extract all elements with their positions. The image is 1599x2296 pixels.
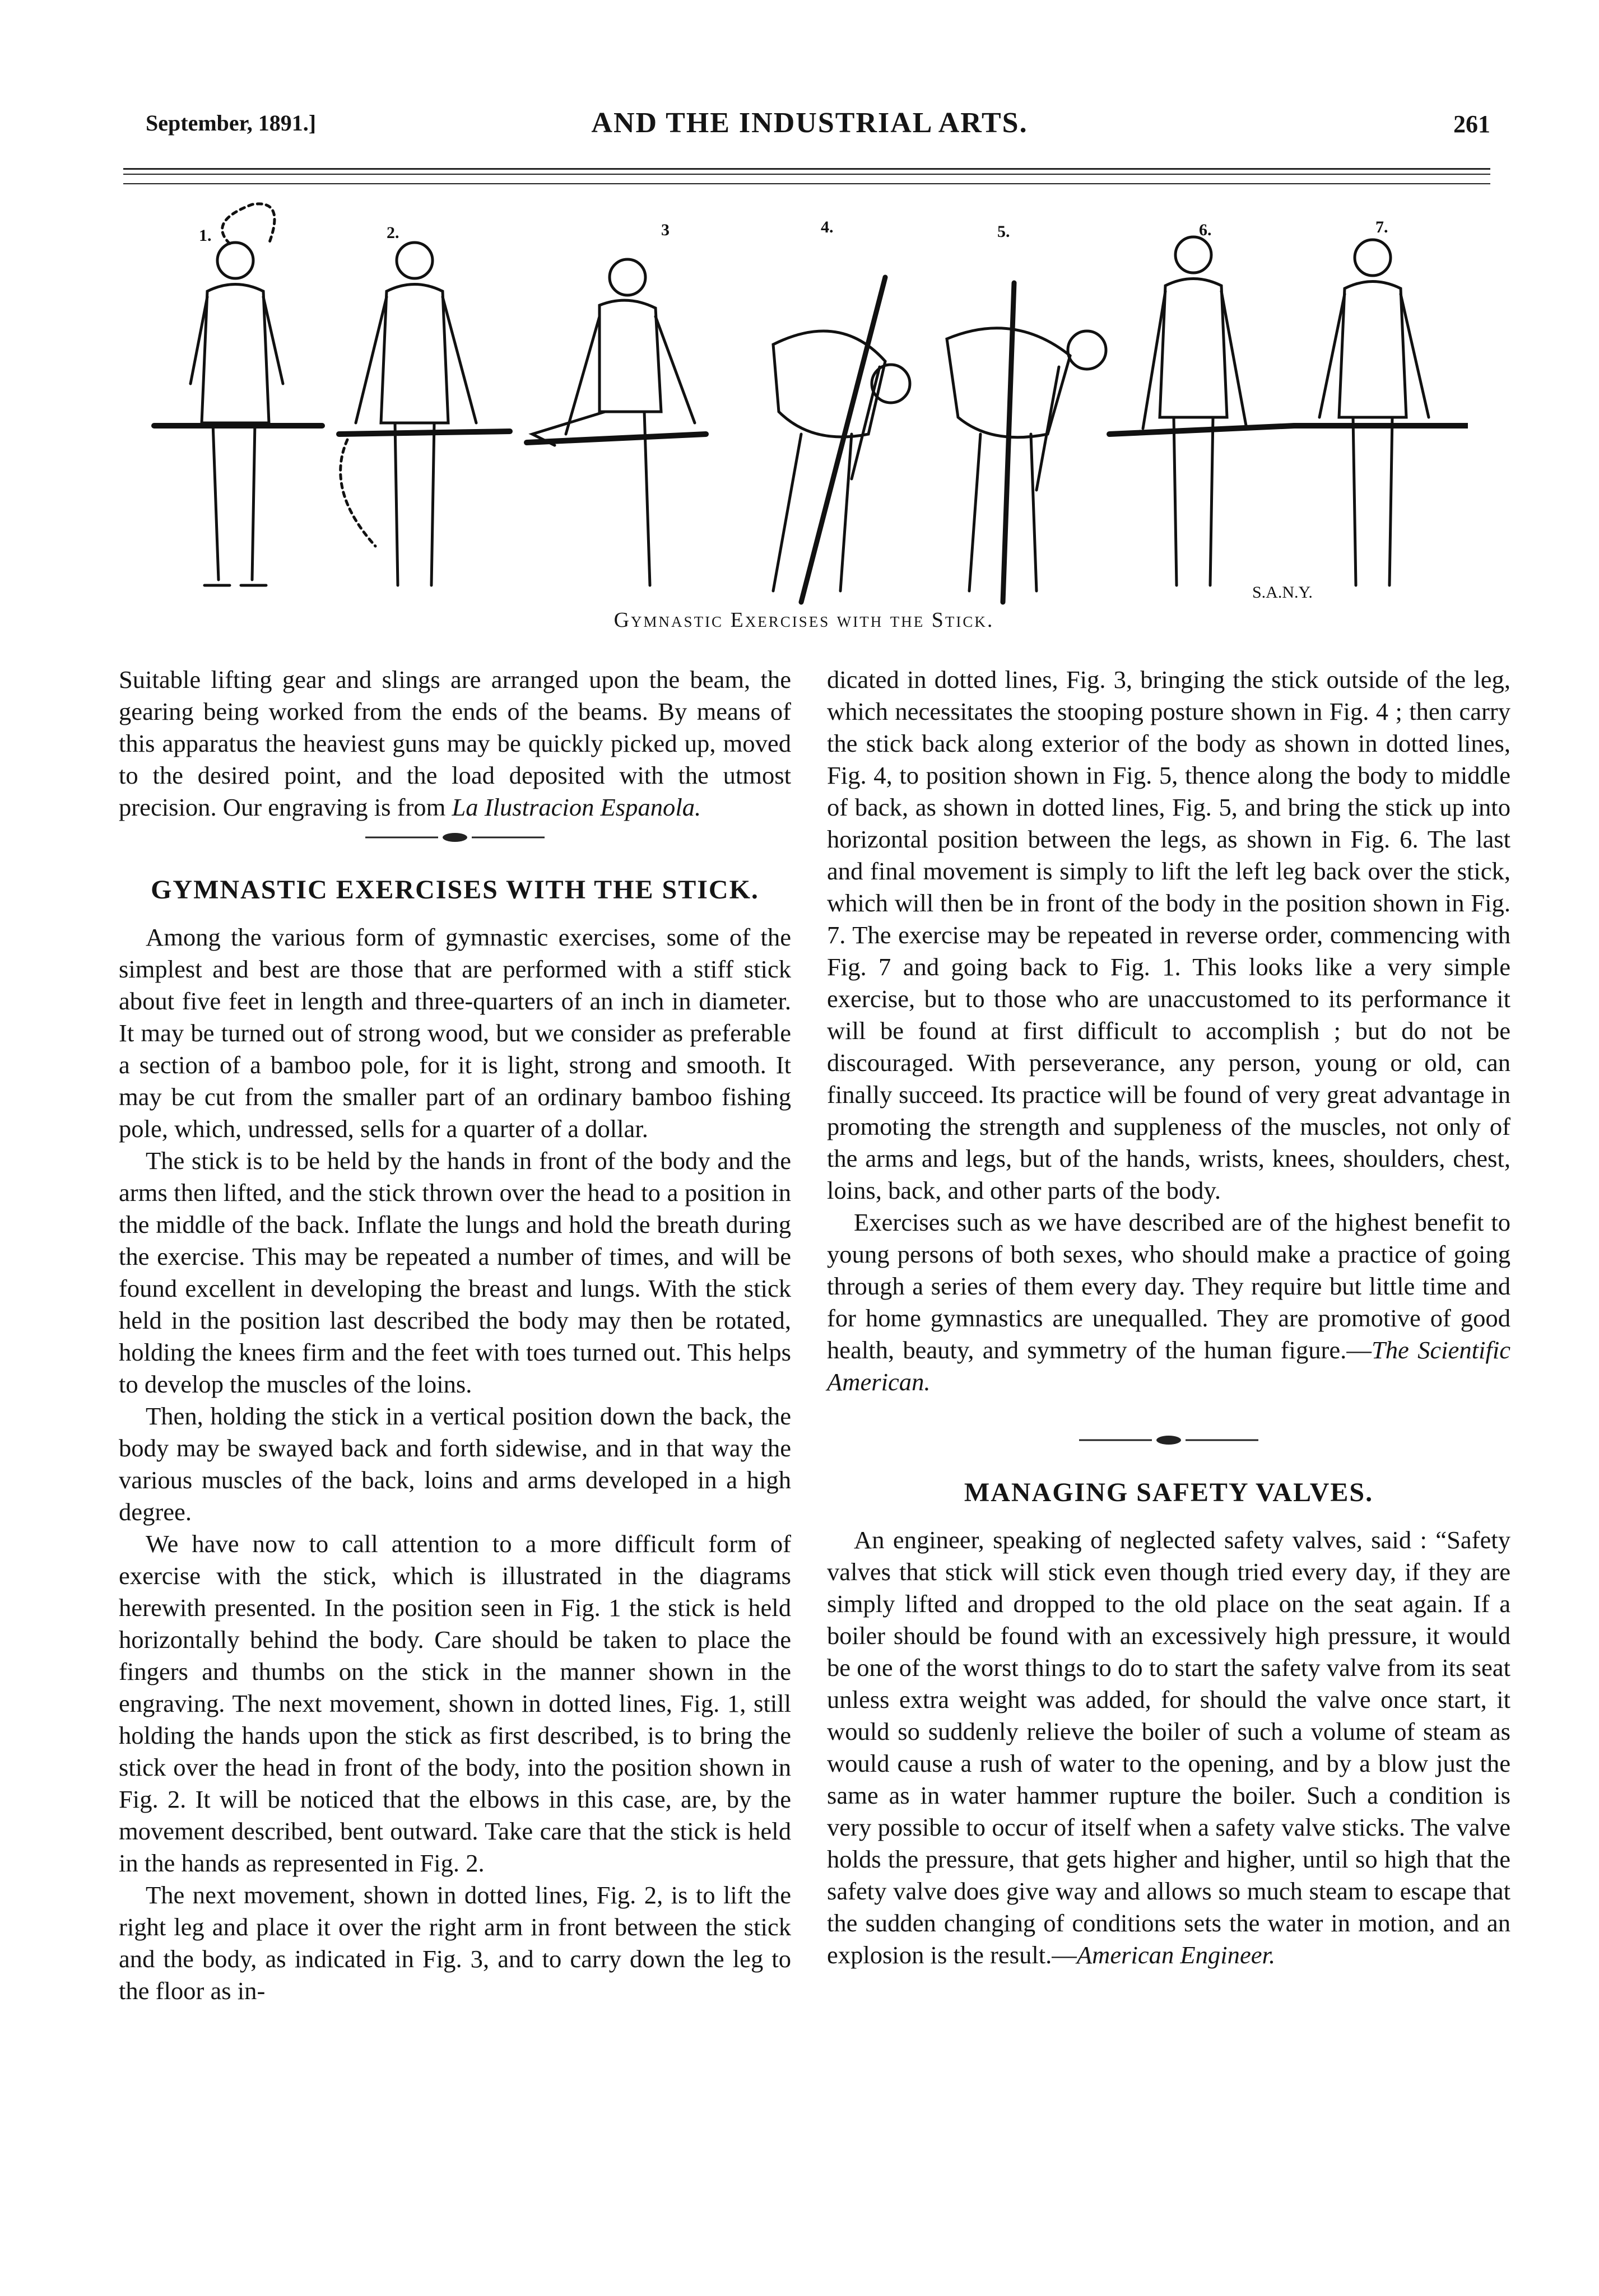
figure-4-stooping [773, 331, 910, 591]
body-paragraph: Then, holding the stick in a vertical position down the back, the body may be swayed back and forth sidewise, and in that way the various muscles of the back, loins and arms developed in a high degree. [119, 1402, 791, 1526]
figure-3-leg-raised [532, 259, 695, 585]
section-title-safety-valves: MANAGING SAFETY VALVES. [964, 1478, 1374, 1507]
body-paragraph: An engineer, speaking of neglected safety valves, said : “Safety valves that stick will stick even though tried every day, if they are simply lifted and dropped to the old place on the seat again. If a boiler should be found with an excessively high pressure, it would be one of the worst things to do to start the safety valve from its seat unless extra weight was added, for should the valve once start, it would so suddenly relieve the boiler of such a volume of steam as would cause a rush of water to the opening, and by a blow just the same as in water hammer rupture the boiler. Such a condition is very possible to occur of itself when a safety valve sticks. The valve holds the pressure, that gets higher and higher, until so high that the safety valve does give way and allows so much steam to escape that the sudden changing of conditions sets the water in motion, and an explosion is the result.—American Engineer. [827, 1526, 1510, 1969]
figure-caption: Gymnastic Exercises with the Stick. [613, 608, 994, 632]
paragraph-source: American Engineer. [1076, 1941, 1276, 1969]
header-rule-third [123, 183, 1490, 184]
fig-label-2: 2. [387, 223, 399, 242]
fig-label-6: 6. [1199, 221, 1212, 239]
gymnastic-exercises-illustration [140, 199, 1468, 630]
section-ornament [354, 823, 556, 851]
header-rule-bottom [123, 174, 1490, 175]
fig-label-7: 7. [1375, 218, 1388, 236]
section-title-gymnastic: GYMNASTIC EXERCISES WITH THE STICK. [151, 875, 759, 905]
figure-6-standing [1143, 237, 1247, 585]
fig-label-3: 3 [661, 221, 670, 239]
figure-7-standing [1319, 240, 1429, 585]
left-column [119, 664, 791, 2007]
fig-label-4: 4. [821, 218, 834, 236]
engraver-signature: S.A.N.Y. [1252, 583, 1313, 602]
fig-label-5: 5. [997, 222, 1010, 241]
running-header [129, 107, 1490, 155]
body-paragraph: The stick is to be held by the hands in front of the body and the arms then lifted, and the stick thrown over the head to a position in the middle of the back. Inflate the lungs and hold the breath during the exercise. This may be repeated a number of times, and will be found excellent in developing the breast and lungs. With the stick held in the position last described the body may then be rotated, holding the knees firm and the feet with toes turned out. This helps to develop the muscles of the loins. [119, 1147, 791, 1398]
journal-title: AND THE INDUSTRIAL ARTS. [591, 107, 1028, 139]
body-paragraph: We have now to call attention to a more difficult form of exercise with the stick, which is illustrated in the diagrams herewith presented. In the position seen in Fig. 1 the stick is held horizontally behind the body. Care should be taken to place the fingers and thumbs on the stick in the manner shown in the engraving. The next movement, shown in dotted lines, Fig. 1, still holding the hands upon the stick as first described, is to bring the stick over the head in front of the body, into the position shown in Fig. 2. It will be noticed that the elbows in this case, are, by the movement described, bent outward. Take care that the stick is held in the hands as represented in Fig. 2. [119, 1530, 791, 1877]
intro-paragraph: Suitable lifting gear and slings are arranged upon the beam, the gearing being worked from the ends of the beams. By means of this apparatus the heaviest guns may be quickly picked up, moved to the desired point, and the load deposited with the utmost precision. Our engraving is from La Ilustracion Espanola. [119, 665, 791, 821]
figure-2-standing [356, 243, 476, 585]
continued-paragraph: dicated in dotted lines, Fig. 3, bringing the stick outside of the leg, which necessitates the stooping posture shown in Fig. 4 ; then carry the stick back along exterior of the body as shown in dotted lines, Fig. 4, to position shown in Fig. 5, thence along the body to middle of back, as shown in dotted lines, Fig. 5, and bring the stick up into horizontal position between the legs, as shown in Fig. 6. The last and final movement is simply to lift the left leg back over the stick, which will then be in front of the body in the position shown in Fig. 7. The exercise may be repeated in reverse order, commencing with Fig. 7 and going back to Fig. 1. This looks like a very simple exercise, but to those who are unaccustomed to its performance it will be found at first difficult to accomplish ; but do not be discouraged. With perseverance, any person, young or old, can finally succeed. Its practice will be found of very great advantage in promoting the strength and suppleness of the muscles, not only of the arms and legs, but of the hands, wrists, knees, shoulders, chest, loins, back, and other parts of the body. [827, 665, 1510, 1204]
issue-date: September, 1891.] [146, 110, 317, 136]
figure-1-standing [190, 243, 283, 585]
intro-source: La Ilustracion Espanola. [452, 793, 701, 821]
header-rule-top [123, 168, 1490, 170]
figure-5-bent-over [947, 328, 1106, 591]
fig-label-1: 1. [199, 226, 212, 245]
body-paragraph: The next movement, shown in dotted lines, Fig. 2, is to lift the right leg and place it over the right arm in front between the stick and the body, as indicated in Fig. 3, and to carry down the leg to the floor as in- [119, 1881, 791, 2005]
page-number: 261 [1453, 110, 1490, 138]
body-paragraph: Among the various form of gymnastic exercises, some of the simplest and best are those that are performed with a stiff stick about five feet in length and three-quarters of an inch in diameter. It may be turned out of strong wood, but we consider as preferable a section of a bamboo pole, for it is light, strong and smooth. It may be cut from the smaller part of an ordinary bamboo fishing pole, which, undressed, sells for a quarter of a dollar. [119, 923, 791, 1143]
body-paragraph: Exercises such as we have described are of the highest benefit to young persons of both sexes, who should make a practice of going through a series of them every day. They require but little time and for home gymnastics are unequalled. They are promotive of good health, beauty, and symmetry of the human figure.—The Scientific American. [827, 1208, 1510, 1396]
section-ornament [1068, 1426, 1270, 1454]
right-column [827, 664, 1510, 1971]
paragraph-source: The Scientific American. [827, 1336, 1510, 1396]
